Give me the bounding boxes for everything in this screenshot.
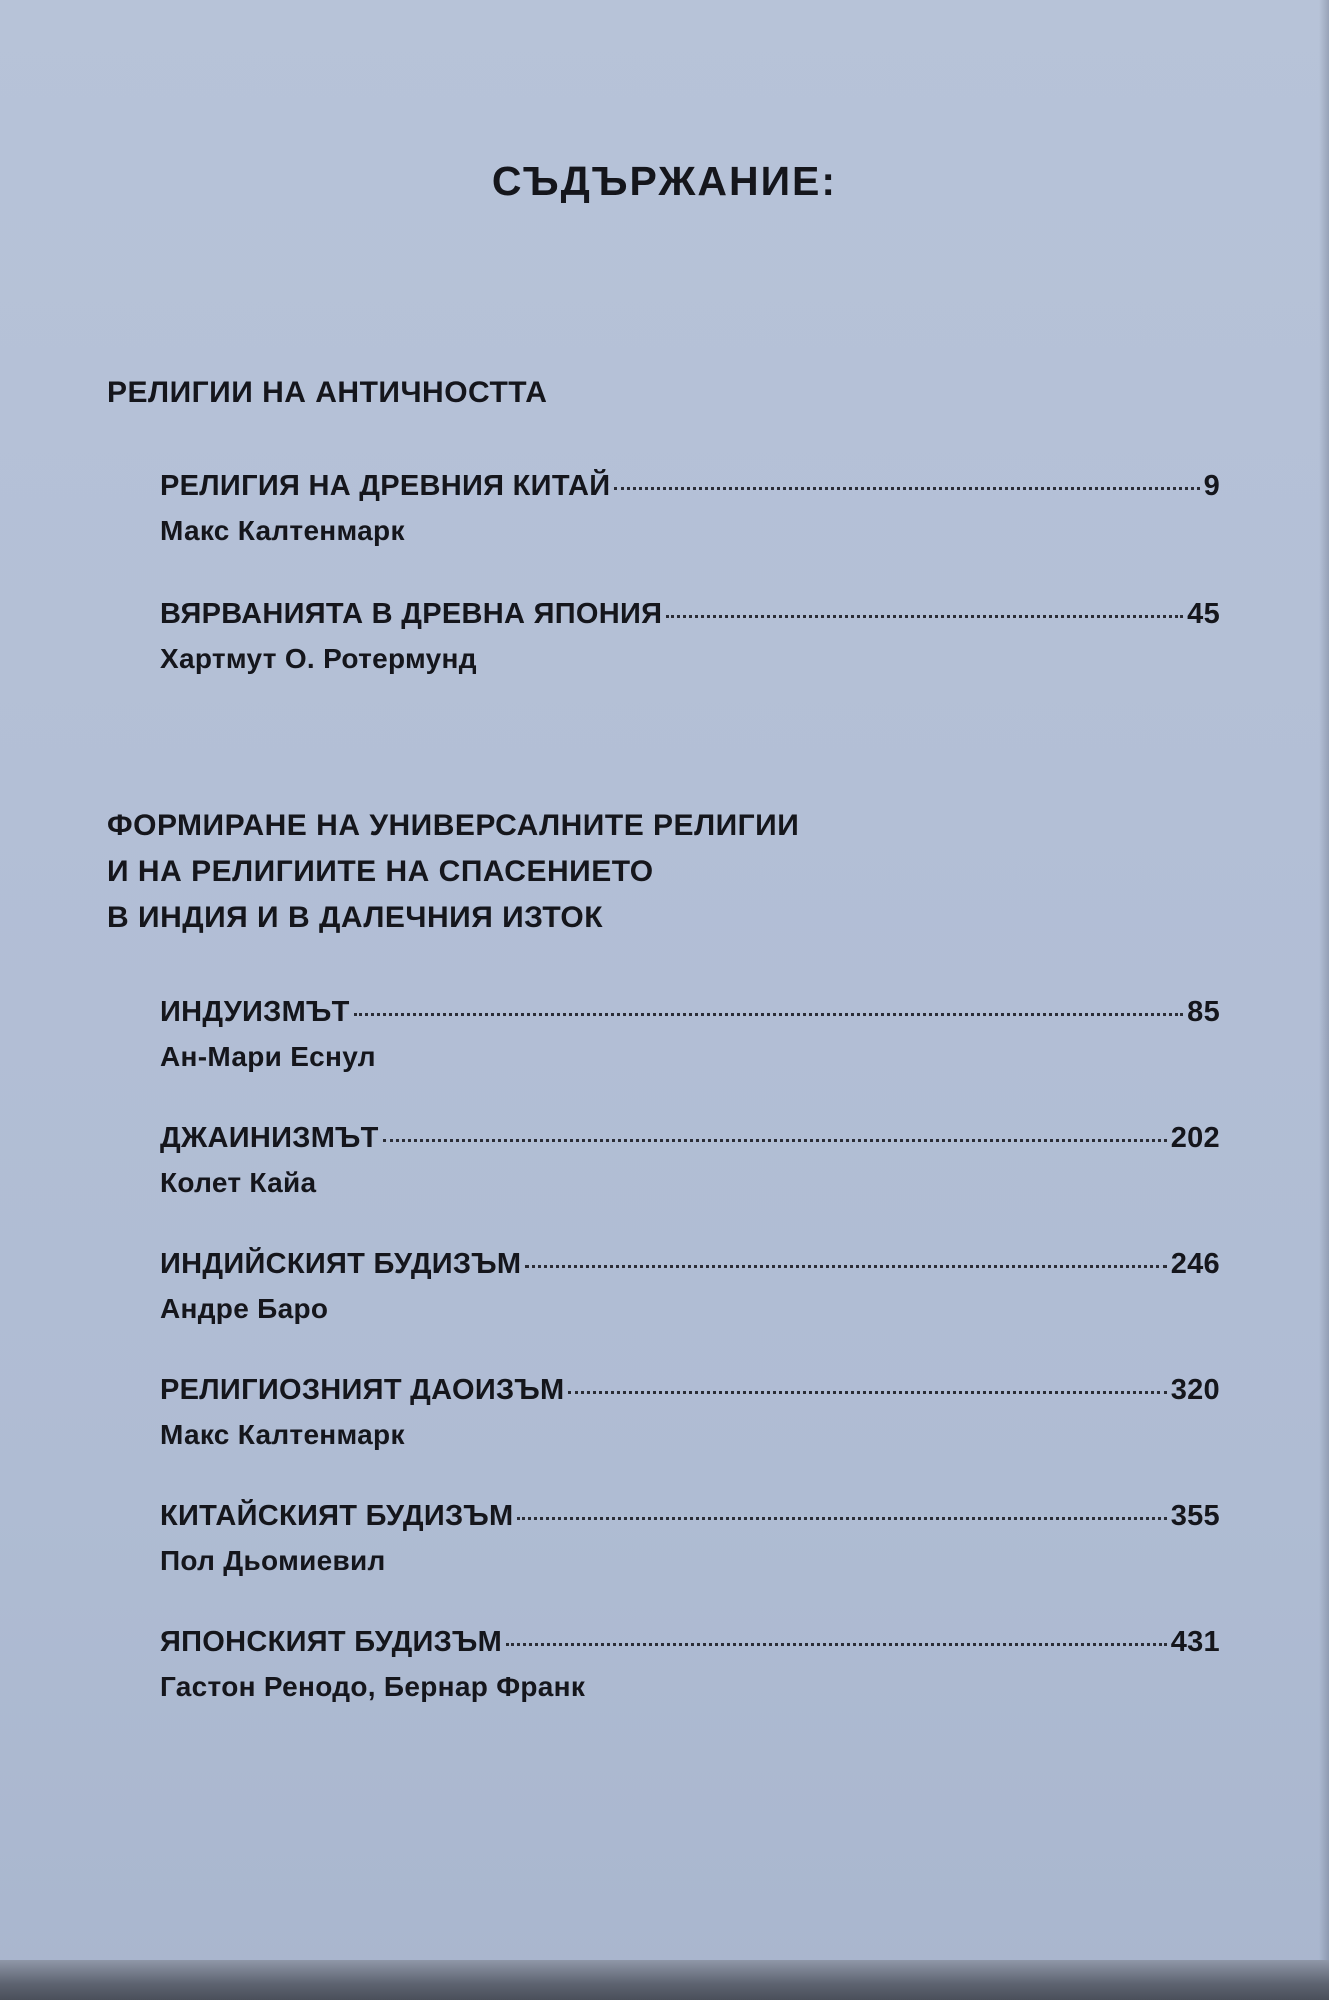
page-number: 320 — [1170, 1374, 1220, 1406]
entry-title: ИНДУИЗМЪТ — [160, 996, 350, 1028]
toc-entry — [160, 470, 1220, 547]
entry-title: РЕЛИГИЯ НА ДРЕВНИЯ КИТАЙ — [160, 470, 611, 502]
dot-leader — [517, 1517, 1166, 1520]
entry-author: Хартмут О. Ротермунд — [160, 643, 477, 674]
page-number: 45 — [1187, 598, 1220, 630]
entry-title: РЕЛИГИОЗНИЯТ ДАОИЗЪМ — [160, 1374, 565, 1406]
toc-entry — [160, 598, 1220, 675]
toc-entry-row — [160, 470, 1220, 503]
page-number: 246 — [1170, 1248, 1220, 1280]
page-title: СЪДЪРЖАНИЕ: — [491, 158, 838, 204]
page-bottom-edge — [0, 1960, 1329, 2000]
section-heading-line: И НА РЕЛИГИИТЕ НА СПАСЕНИЕТО — [107, 855, 654, 888]
toc-entry — [160, 1374, 1220, 1451]
toc-entry — [160, 1626, 1220, 1703]
dot-leader — [568, 1391, 1166, 1394]
toc-entry-row — [160, 1248, 1220, 1281]
entry-title: ИНДИЙСКИЯТ БУДИЗЪМ — [160, 1248, 522, 1280]
dot-leader — [614, 487, 1199, 490]
entry-title: ДЖАИНИЗМЪТ — [160, 1122, 379, 1154]
toc-entry-row — [160, 1500, 1220, 1533]
dot-leader — [354, 1013, 1183, 1016]
page-number: 355 — [1170, 1500, 1220, 1532]
page-number: 9 — [1203, 470, 1220, 502]
toc-entry-row — [160, 598, 1220, 631]
entry-title: ВЯРВАНИЯТА В ДРЕВНА ЯПОНИЯ — [160, 598, 663, 630]
toc-entry-row — [160, 996, 1220, 1029]
toc-entry-row — [160, 1122, 1220, 1155]
entry-author: Ан-Мари Еснул — [160, 1041, 376, 1072]
entry-author: Макс Калтенмарк — [160, 1419, 405, 1450]
section-heading-line: РЕЛИГИИ НА АНТИЧНОСТТА — [107, 376, 548, 409]
entry-title: ЯПОНСКИЯТ БУДИЗЪМ — [160, 1626, 503, 1658]
toc-entry-row — [160, 1626, 1220, 1659]
section-heading-line: ФОРМИРАНЕ НА УНИВЕРСАЛНИТЕ РЕЛИГИИ — [107, 809, 800, 842]
page-number: 85 — [1187, 996, 1220, 1028]
toc-entry — [160, 1122, 1220, 1199]
entry-author: Гастон Ренодо, Бернар Франк — [160, 1671, 586, 1702]
entry-author: Макс Калтенмарк — [160, 515, 405, 546]
dot-leader — [383, 1139, 1167, 1142]
toc-entry — [160, 1500, 1220, 1577]
entry-title: КИТАЙСКИЯТ БУДИЗЪМ — [160, 1500, 514, 1532]
entry-author: Пол Дьомиевил — [160, 1545, 386, 1576]
page-number: 202 — [1170, 1122, 1220, 1154]
dot-leader — [506, 1643, 1167, 1646]
dot-leader — [666, 615, 1183, 618]
section-heading-universal-religions — [107, 803, 799, 941]
toc-entry — [160, 996, 1220, 1073]
page-edge-shadow — [1319, 0, 1329, 1960]
toc-entry-row — [160, 1374, 1220, 1407]
section-heading-line: В ИНДИЯ И В ДАЛЕЧНИЯ ИЗТОК — [107, 901, 604, 934]
entry-author: Андре Баро — [160, 1293, 329, 1324]
dot-leader — [525, 1265, 1166, 1268]
section-heading-antiquity — [107, 370, 547, 416]
entry-author: Колет Кайа — [160, 1167, 317, 1198]
toc-entry — [160, 1248, 1220, 1325]
page-number: 431 — [1170, 1626, 1220, 1658]
